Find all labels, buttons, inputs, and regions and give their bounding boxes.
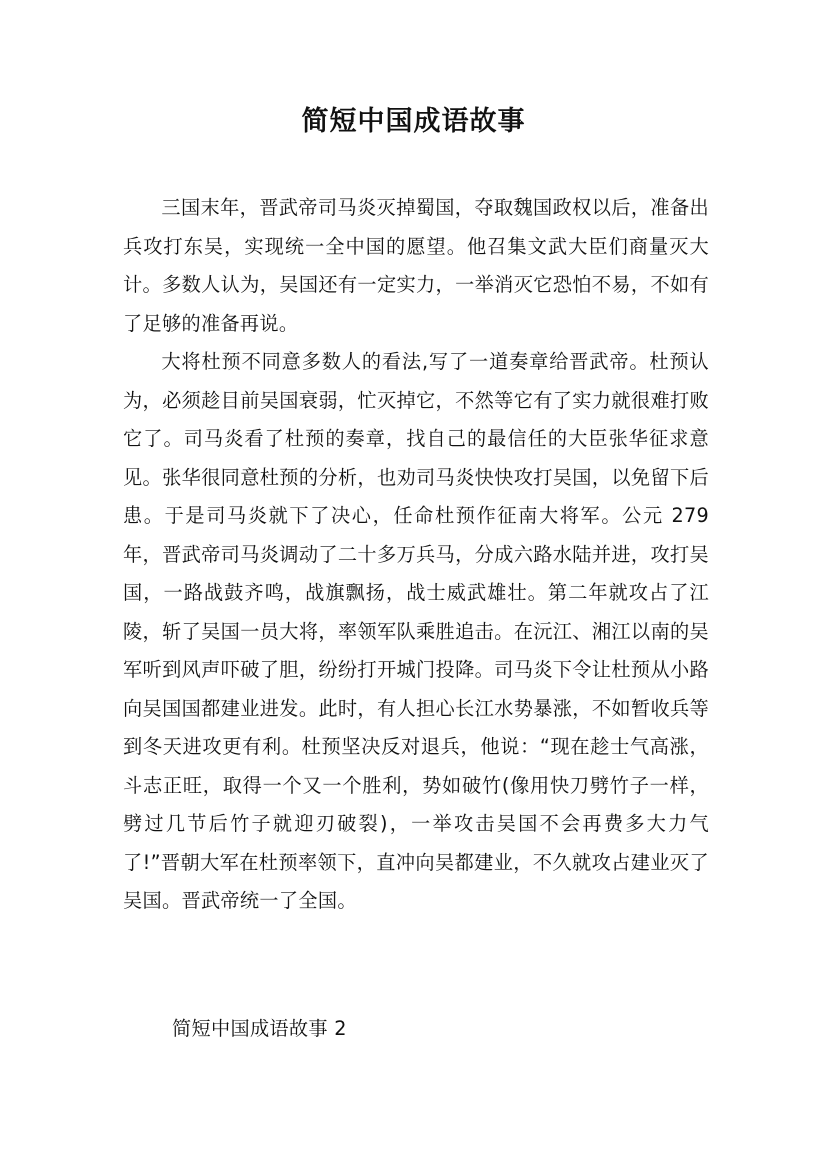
next-story-heading: 简短中国成语故事 2	[172, 1017, 347, 1040]
paragraph-2: 大将杜预不同意多数人的看法,写了一道奏章给晋武帝。杜预认为，必须趁目前吴国衰弱，忙灭掉它，不然等它有了实力就很难打败它了。司马炎看了杜预的奏章，找自己的最信任的大臣张华征求意见。张华很同意杜预的分析，也劝司马炎快快攻打吴国，以免留下后患。于是司马炎就下了决心，任命杜预作征南大将军。公元 279 年，晋武帝司马炎调动了二十多万兵马，分成六路水陆并进，攻打吴国，一路战鼓齐鸣，战旗飘扬，战士威武雄壮。第二年就攻占了江陵，斩了吴国一员大将，率领军队乘胜追击。在沅江、湘江以南的吴军听到风声吓破了胆，纷纷打开城门投降。司马炎下令让杜预从小路向吴国国都建业进发。此时，有人担心长江水势暴涨，不如暂收兵等到冬天进攻更有利。杜预坚决反对退兵，他说：“现在趁士气高涨，斗志正旺，取得一个又一个胜利，势如破竹(像用快刀劈竹子一样，劈过几节后竹子就迎刃破裂)，一举攻击吴国不会再费多大力气了!”晋朝大军在杜预率领下，直冲向吴都建业，不久就攻占建业灭了吴国。晋武帝统一了全国。	[123, 350, 709, 912]
document-title: 简短中国成语故事	[301, 106, 526, 137]
paragraph-1: 三国末年，晋武帝司马炎灭掉蜀国，夺取魏国政权以后，准备出兵攻打东吴，实现统一全中国的愿望。他召集文武大臣们商量灭大计。多数人认为，吴国还有一定实力，一举消灭它恐怕不易，不如有了足够的准备再说。	[123, 196, 709, 335]
story-body	[123, 189, 709, 921]
